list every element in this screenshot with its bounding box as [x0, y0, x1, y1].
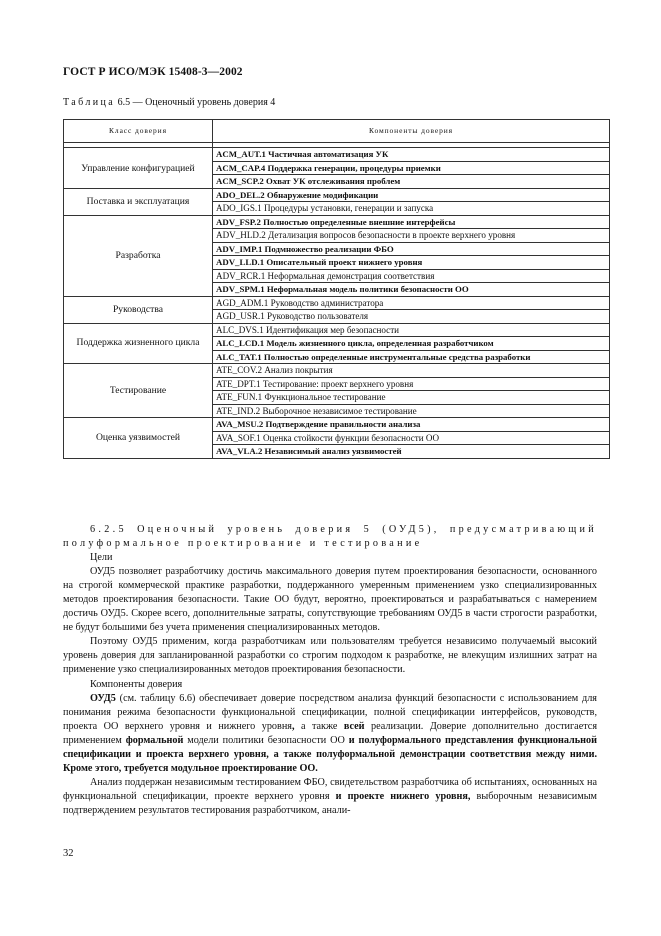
assurance-table	[63, 119, 610, 459]
component-cell: ALC_DVS.1 Идентификация мер безопасности	[213, 323, 610, 337]
class-cell: Разработка	[64, 215, 213, 296]
component-cell: ACM_SCP.2 Охват УК отслеживания проблем	[213, 175, 610, 189]
subheading-components: Компоненты доверия	[90, 678, 183, 690]
text-run: (см. таблицу 6.6) обеспечивает доверие посредством анализа функций безопасности с использованием для понимания режима безопасности функциональной спецификации, полной спецификации интерфейсов, руководств, проекта ОО верхнего уровня и нижнего уровня	[63, 692, 597, 732]
class-cell: Поддержка жизненного цикла	[64, 323, 213, 364]
emphasis: ОУД5	[90, 692, 116, 704]
section-number: 6.2.5	[90, 524, 127, 535]
table-caption-label: Таблица	[63, 97, 116, 108]
class-cell: Управление конфигурацией	[64, 148, 213, 189]
paragraph	[63, 776, 597, 818]
component-cell: ACM_CAP.4 Поддержка генерации, процедуры приемки	[213, 161, 610, 175]
component-cell: ADV_SPM.1 Неформальная модель политики безопасности ОО	[213, 283, 610, 297]
component-cell: AGD_ADM.1 Руководство администратора	[213, 296, 610, 310]
header-class: Класс доверия	[64, 120, 213, 143]
text-run: модели политики безопасности ОО	[183, 734, 349, 746]
paragraph	[63, 692, 597, 776]
subheading-goals: Цели	[90, 552, 113, 564]
table-row	[64, 323, 610, 337]
table-row	[64, 215, 610, 229]
component-cell: ADV_IMP.1 Подмножество реализации ФБО	[213, 242, 610, 256]
component-cell: ADO_DEL.2 Обнаружение модификации	[213, 188, 610, 202]
class-cell: Руководства	[64, 296, 213, 323]
component-cell: ATE_FUN.1 Функциональное тестирование	[213, 391, 610, 405]
table-row	[64, 296, 610, 310]
component-cell: ATE_IND.2 Выборочное независимое тестирование	[213, 404, 610, 418]
text-run: Анализ поддержан независимым тестированием ФБО, свидетельством разработчика об испытаниях, основанных на функциональной спецификации, проекте верхнего уровня	[63, 776, 597, 802]
body-text	[63, 523, 597, 818]
component-cell: ADV_HLD.2 Детализация вопросов безопасности в проекте верхнего уровня	[213, 229, 610, 243]
emphasis: и полуформального представления функциональной спецификации и проекта верхнего уровня, а также полуформальной демонстрации соответствия между ними. Кроме этого, требуется модульное проектирование ОО.	[63, 734, 597, 774]
emphasis: ,	[291, 720, 295, 732]
component-cell: ATE_COV.2 Анализ покрытия	[213, 364, 610, 378]
component-cell: AVA_MSU.2 Подтверждение правильности анализа	[213, 418, 610, 432]
component-cell: ADV_LLD.1 Описательный проект нижнего уровня	[213, 256, 610, 270]
emphasis: формальной	[125, 734, 184, 746]
class-cell: Поставка и эксплуатация	[64, 188, 213, 215]
component-cell: ALC_TAT.1 Полностью определенные инструментальные средства разработки	[213, 350, 610, 364]
table-row	[64, 188, 610, 202]
table-caption	[63, 97, 275, 108]
text-run: выборочным независимым подтверждением результатов тестирования разработчиком, анали-	[63, 790, 597, 816]
document-header: ГОСТ Р ИСО/МЭК 15408-3—2002	[63, 66, 243, 78]
section-heading	[63, 523, 597, 551]
emphasis: всей	[343, 720, 365, 732]
section-title: Оценочный уровень доверия 5 (ОУД5), предусматривающий полуформальное проектирование и тестирование	[63, 524, 598, 550]
page-number: 32	[63, 848, 74, 859]
table-header-row	[64, 120, 610, 143]
text-run: реализации. Доверие дополнительно достигается применением	[63, 720, 597, 746]
table-row	[64, 148, 610, 162]
component-cell: AVA_SOF.1 Оценка стойкости функции безопасности ОО	[213, 431, 610, 445]
table-row	[64, 364, 610, 378]
table-caption-text: 6.5 — Оценочный уровень доверия 4	[115, 97, 276, 108]
class-cell: Оценка уязвимостей	[64, 418, 213, 459]
component-cell: AGD_USR.1 Руководство пользователя	[213, 310, 610, 324]
paragraph: ОУД5 позволяет разработчику достичь максимального доверия путем проектирования безопасности, основанного на строгой коммерческой практике разработки, поддержанного умеренным применением узко специализированных методов проектирования безопасности. Такие ОО будут, вероятно, проектироваться и разрабатываться с намерением достичь ОУД5. Скорее всего, дополнительные затраты, сопутствующие требованиям ОУД5 в части строгости разработки, не будут большими без учета применения специализированных методов.	[63, 566, 597, 634]
emphasis: и проекте нижнего уровня,	[335, 790, 471, 802]
component-cell: ALC_LCD.1 Модель жизненного цикла, определенная разработчиком	[213, 337, 610, 351]
component-cell: ADO_IGS.1 Процедуры установки, генерации и запуска	[213, 202, 610, 216]
component-cell: ADV_RCR.1 Неформальная демонстрация соответствия	[213, 269, 610, 283]
component-cell: AVA_VLA.2 Независимый анализ уязвимостей	[213, 445, 610, 459]
paragraph: Поэтому ОУД5 применим, когда разработчикам или пользователям требуется независимо получаемый высокий уровень доверия для запланированной разработки со строгим подходом к разработке, не влекущим излишних затрат на применение узко специализированных методов проектирования безопасности.	[63, 636, 597, 676]
table-row	[64, 418, 610, 432]
component-cell: ADV_FSP.2 Полностью определенные внешние интерфейсы	[213, 215, 610, 229]
header-components: Компоненты доверия	[213, 120, 610, 143]
component-cell: ACM_AUT.1 Частичная автоматизация УК	[213, 148, 610, 162]
class-cell: Тестирование	[64, 364, 213, 418]
text-run: а также	[294, 720, 344, 732]
component-cell: ATE_DPT.1 Тестирование: проект верхнего уровня	[213, 377, 610, 391]
